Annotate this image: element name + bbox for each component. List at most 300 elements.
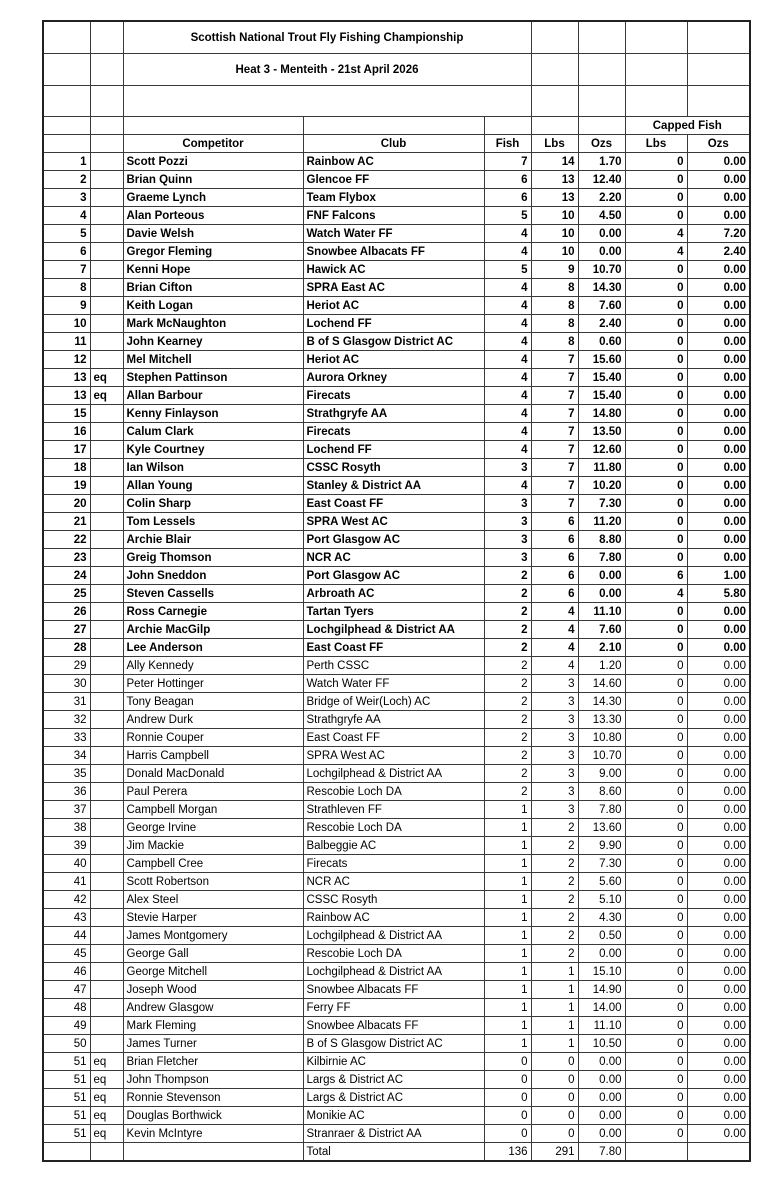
capped-lbs-cell: 0: [625, 189, 687, 207]
table-row: [43, 1107, 750, 1125]
position-cell: 51: [43, 1089, 90, 1107]
fish-cell: 4: [484, 225, 531, 243]
tie-marker-cell: eq: [90, 1107, 123, 1125]
tie-marker-cell: [90, 333, 123, 351]
capped-ozs-cell: 0.00: [687, 1089, 750, 1107]
capped-lbs-cell: 0: [625, 819, 687, 837]
lbs-cell: 4: [531, 621, 578, 639]
club-cell: Strathleven FF: [303, 801, 484, 819]
lbs-cell: 10: [531, 243, 578, 261]
ozs-cell: 7.60: [578, 297, 625, 315]
ozs-cell: 10.80: [578, 729, 625, 747]
position-cell: 11: [43, 333, 90, 351]
fish-cell: 2: [484, 711, 531, 729]
table-row: [43, 819, 750, 837]
fish-cell: 1: [484, 927, 531, 945]
cell: [43, 21, 90, 54]
total-lbs: 291: [531, 1143, 578, 1162]
ozs-cell: 0.00: [578, 225, 625, 243]
club-cell: Lochgilphead & District AA: [303, 963, 484, 981]
cell: [90, 86, 123, 117]
capped-ozs-cell: 0.00: [687, 1017, 750, 1035]
lbs-cell: 3: [531, 729, 578, 747]
fish-cell: 1: [484, 891, 531, 909]
table-row: [43, 153, 750, 171]
capped-ozs-cell: 0.00: [687, 891, 750, 909]
fish-cell: 4: [484, 477, 531, 495]
capped-lbs-cell: 0: [625, 441, 687, 459]
tie-marker-cell: [90, 153, 123, 171]
page-subtitle: Heat 3 - Menteith - 21st April 2026: [123, 54, 531, 86]
competitor-cell: Ronnie Stevenson: [123, 1089, 303, 1107]
cell: [578, 21, 625, 54]
table-row: [43, 1089, 750, 1107]
fish-cell: 1: [484, 945, 531, 963]
club-cell: Lochgilphead & District AA: [303, 927, 484, 945]
ozs-cell: 13.30: [578, 711, 625, 729]
capped-ozs-cell: 0.00: [687, 423, 750, 441]
lbs-cell: 6: [531, 585, 578, 603]
capped-lbs-cell: 0: [625, 837, 687, 855]
table-row: [43, 873, 750, 891]
ozs-cell: 0.00: [578, 1107, 625, 1125]
cell: [303, 117, 484, 135]
competitor-cell: Alan Porteous: [123, 207, 303, 225]
club-cell: Arbroath AC: [303, 585, 484, 603]
position-cell: 8: [43, 279, 90, 297]
tie-marker-cell: [90, 693, 123, 711]
cell: [531, 117, 578, 135]
position-cell: 27: [43, 621, 90, 639]
tie-marker-cell: [90, 657, 123, 675]
position-cell: 51: [43, 1053, 90, 1071]
lbs-cell: 7: [531, 387, 578, 405]
ozs-cell: 0.00: [578, 945, 625, 963]
ozs-cell: 14.30: [578, 693, 625, 711]
tie-marker-cell: [90, 459, 123, 477]
capped-ozs-cell: 0.00: [687, 981, 750, 999]
capped-ozs-cell: 7.20: [687, 225, 750, 243]
total-row: [43, 1143, 750, 1162]
cell: [123, 86, 531, 117]
table-row: [43, 693, 750, 711]
capped-ozs-cell: 0.00: [687, 495, 750, 513]
fish-cell: 0: [484, 1125, 531, 1143]
fish-cell: 1: [484, 837, 531, 855]
club-cell: Largs & District AC: [303, 1071, 484, 1089]
lbs-cell: 14: [531, 153, 578, 171]
capped-lbs-cell: 4: [625, 225, 687, 243]
cell: [625, 21, 687, 54]
cell: [43, 1143, 90, 1162]
tie-marker-cell: eq: [90, 1125, 123, 1143]
lbs-cell: 3: [531, 801, 578, 819]
ozs-cell: 10.50: [578, 1035, 625, 1053]
capped-lbs-cell: 0: [625, 351, 687, 369]
capped-lbs-cell: 0: [625, 783, 687, 801]
table-row: [43, 405, 750, 423]
competitor-cell: Kenni Hope: [123, 261, 303, 279]
club-cell: Perth CSSC: [303, 657, 484, 675]
position-cell: 42: [43, 891, 90, 909]
club-cell: Lochgilphead & District AA: [303, 765, 484, 783]
position-cell: 7: [43, 261, 90, 279]
competitor-cell: James Montgomery: [123, 927, 303, 945]
club-cell: Firecats: [303, 423, 484, 441]
lbs-cell: 1: [531, 963, 578, 981]
club-cell: East Coast FF: [303, 729, 484, 747]
subtitle-row: [43, 54, 750, 86]
fish-cell: 2: [484, 783, 531, 801]
lbs-cell: 8: [531, 279, 578, 297]
fish-cell: 2: [484, 639, 531, 657]
competitor-cell: Keith Logan: [123, 297, 303, 315]
tie-marker-cell: [90, 963, 123, 981]
table-row: [43, 477, 750, 495]
competitor-cell: Mel Mitchell: [123, 351, 303, 369]
tie-marker-cell: [90, 189, 123, 207]
competitor-cell: Greig Thomson: [123, 549, 303, 567]
club-cell: Watch Water FF: [303, 675, 484, 693]
tie-marker-cell: [90, 297, 123, 315]
fish-cell: 1: [484, 963, 531, 981]
capped-ozs-cell: 0.00: [687, 369, 750, 387]
tie-marker-cell: [90, 981, 123, 999]
competitor-cell: Ally Kennedy: [123, 657, 303, 675]
capped-ozs-cell: 0.00: [687, 999, 750, 1017]
capped-ozs-cell: 0.00: [687, 621, 750, 639]
capped-lbs-cell: 0: [625, 495, 687, 513]
competitor-cell: Stevie Harper: [123, 909, 303, 927]
lbs-cell: 0: [531, 1125, 578, 1143]
club-cell: CSSC Rosyth: [303, 459, 484, 477]
capped-lbs-cell: 0: [625, 657, 687, 675]
competitor-cell: Colin Sharp: [123, 495, 303, 513]
fish-cell: 2: [484, 729, 531, 747]
fish-cell: 0: [484, 1053, 531, 1071]
competitor-cell: Mark Fleming: [123, 1017, 303, 1035]
capped-lbs-cell: 0: [625, 1053, 687, 1071]
club-cell: Tartan Tyers: [303, 603, 484, 621]
capped-lbs-cell: 0: [625, 315, 687, 333]
club-cell: Hawick AC: [303, 261, 484, 279]
capped-ozs-cell: 0.00: [687, 729, 750, 747]
fish-cell: 1: [484, 855, 531, 873]
capped-lbs-cell: 0: [625, 1125, 687, 1143]
lbs-cell: 6: [531, 513, 578, 531]
tie-marker-cell: [90, 801, 123, 819]
lbs-cell: 6: [531, 531, 578, 549]
table-row: [43, 1125, 750, 1143]
capped-lbs-cell: 0: [625, 639, 687, 657]
fish-cell: 2: [484, 567, 531, 585]
table-row: [43, 657, 750, 675]
fish-cell: 0: [484, 1089, 531, 1107]
lbs-cell: 7: [531, 477, 578, 495]
header-capped-lbs: Lbs: [625, 135, 687, 153]
fish-cell: 1: [484, 873, 531, 891]
club-cell: Snowbee Albacats FF: [303, 1017, 484, 1035]
ozs-cell: 7.30: [578, 855, 625, 873]
lbs-cell: 3: [531, 783, 578, 801]
club-cell: SPRA East AC: [303, 279, 484, 297]
table-row: [43, 459, 750, 477]
capped-ozs-cell: 0.00: [687, 747, 750, 765]
lbs-cell: 4: [531, 639, 578, 657]
ozs-cell: 2.10: [578, 639, 625, 657]
table-row: [43, 189, 750, 207]
capped-lbs-cell: 4: [625, 243, 687, 261]
table-row: [43, 225, 750, 243]
capped-ozs-cell: 0.00: [687, 261, 750, 279]
fish-cell: 4: [484, 351, 531, 369]
tie-marker-cell: [90, 729, 123, 747]
tie-marker-cell: eq: [90, 369, 123, 387]
ozs-cell: 15.60: [578, 351, 625, 369]
club-cell: Glencoe FF: [303, 171, 484, 189]
competitor-cell: Lee Anderson: [123, 639, 303, 657]
position-cell: 34: [43, 747, 90, 765]
tie-marker-cell: [90, 639, 123, 657]
tie-marker-cell: [90, 675, 123, 693]
fish-cell: 4: [484, 279, 531, 297]
ozs-cell: 5.10: [578, 891, 625, 909]
fish-cell: 3: [484, 531, 531, 549]
fish-cell: 1: [484, 1035, 531, 1053]
lbs-cell: 7: [531, 495, 578, 513]
position-cell: 28: [43, 639, 90, 657]
tie-marker-cell: eq: [90, 1089, 123, 1107]
tie-marker-cell: [90, 243, 123, 261]
table-row: [43, 351, 750, 369]
position-cell: 46: [43, 963, 90, 981]
capped-fish-header: Capped Fish: [625, 117, 750, 135]
position-cell: 24: [43, 567, 90, 585]
capped-ozs-cell: 0.00: [687, 837, 750, 855]
club-cell: East Coast FF: [303, 639, 484, 657]
competitor-cell: Allan Barbour: [123, 387, 303, 405]
ozs-cell: 4.50: [578, 207, 625, 225]
capped-lbs-cell: 0: [625, 261, 687, 279]
table-row: [43, 729, 750, 747]
capped-ozs-cell: 0.00: [687, 459, 750, 477]
fish-cell: 1: [484, 981, 531, 999]
club-cell: Firecats: [303, 387, 484, 405]
fish-cell: 2: [484, 585, 531, 603]
lbs-cell: 1: [531, 1035, 578, 1053]
lbs-cell: 6: [531, 549, 578, 567]
capped-lbs-cell: 0: [625, 801, 687, 819]
capped-lbs-cell: 0: [625, 513, 687, 531]
table-row: [43, 711, 750, 729]
ozs-cell: 7.30: [578, 495, 625, 513]
group-header-row: [43, 117, 750, 135]
fish-cell: 2: [484, 675, 531, 693]
ozs-cell: 14.00: [578, 999, 625, 1017]
fish-cell: 1: [484, 1017, 531, 1035]
fish-cell: 4: [484, 243, 531, 261]
capped-lbs-cell: 0: [625, 729, 687, 747]
competitor-cell: Scott Robertson: [123, 873, 303, 891]
tie-marker-cell: eq: [90, 1053, 123, 1071]
ozs-cell: 12.40: [578, 171, 625, 189]
fish-cell: 2: [484, 657, 531, 675]
tie-marker-cell: [90, 837, 123, 855]
lbs-cell: 0: [531, 1071, 578, 1089]
capped-ozs-cell: 1.00: [687, 567, 750, 585]
table-row: [43, 549, 750, 567]
position-cell: 45: [43, 945, 90, 963]
club-cell: Ferry FF: [303, 999, 484, 1017]
ozs-cell: 12.60: [578, 441, 625, 459]
tie-marker-cell: [90, 405, 123, 423]
club-cell: Stanley & District AA: [303, 477, 484, 495]
table-row: [43, 513, 750, 531]
cell: [625, 1143, 687, 1162]
competitor-cell: Tom Lessels: [123, 513, 303, 531]
tie-marker-cell: [90, 873, 123, 891]
cell: [484, 117, 531, 135]
position-cell: 23: [43, 549, 90, 567]
club-cell: Lochend FF: [303, 315, 484, 333]
capped-ozs-cell: 0.00: [687, 153, 750, 171]
ozs-cell: 8.80: [578, 531, 625, 549]
club-cell: Snowbee Albacats FF: [303, 243, 484, 261]
ozs-cell: 14.90: [578, 981, 625, 999]
capped-ozs-cell: 0.00: [687, 1035, 750, 1053]
cell: [43, 117, 90, 135]
fish-cell: 0: [484, 1107, 531, 1125]
position-cell: 21: [43, 513, 90, 531]
ozs-cell: 0.00: [578, 567, 625, 585]
tie-marker-cell: [90, 945, 123, 963]
lbs-cell: 7: [531, 405, 578, 423]
capped-lbs-cell: 0: [625, 873, 687, 891]
club-cell: Strathgryfe AA: [303, 405, 484, 423]
fish-cell: 3: [484, 495, 531, 513]
competitor-cell: Campbell Cree: [123, 855, 303, 873]
competitor-cell: Ian Wilson: [123, 459, 303, 477]
position-cell: 17: [43, 441, 90, 459]
capped-ozs-cell: 0.00: [687, 387, 750, 405]
header-capped-ozs: Ozs: [687, 135, 750, 153]
fish-cell: 4: [484, 423, 531, 441]
ozs-cell: 7.60: [578, 621, 625, 639]
table-row: [43, 369, 750, 387]
position-cell: 20: [43, 495, 90, 513]
position-cell: 32: [43, 711, 90, 729]
club-cell: SPRA West AC: [303, 747, 484, 765]
fish-cell: 1: [484, 819, 531, 837]
cell: [123, 1143, 303, 1162]
position-cell: 41: [43, 873, 90, 891]
ozs-cell: 2.40: [578, 315, 625, 333]
tie-marker-cell: [90, 315, 123, 333]
club-cell: B of S Glasgow District AC: [303, 333, 484, 351]
ozs-cell: 14.30: [578, 279, 625, 297]
fish-cell: 0: [484, 1071, 531, 1089]
capped-ozs-cell: 0.00: [687, 963, 750, 981]
capped-ozs-cell: 0.00: [687, 1053, 750, 1071]
results-table: [42, 20, 751, 1162]
lbs-cell: 2: [531, 873, 578, 891]
cell: [578, 86, 625, 117]
lbs-cell: 9: [531, 261, 578, 279]
ozs-cell: 4.30: [578, 909, 625, 927]
fish-cell: 2: [484, 765, 531, 783]
ozs-cell: 13.50: [578, 423, 625, 441]
tie-marker-cell: [90, 747, 123, 765]
capped-lbs-cell: 0: [625, 765, 687, 783]
position-cell: 13: [43, 369, 90, 387]
capped-ozs-cell: 0.00: [687, 801, 750, 819]
cell: [531, 54, 578, 86]
tie-marker-cell: [90, 999, 123, 1017]
capped-ozs-cell: 0.00: [687, 657, 750, 675]
position-cell: 15: [43, 405, 90, 423]
capped-lbs-cell: 0: [625, 693, 687, 711]
table-row: [43, 981, 750, 999]
position-cell: 25: [43, 585, 90, 603]
capped-ozs-cell: 0.00: [687, 927, 750, 945]
ozs-cell: 8.60: [578, 783, 625, 801]
competitor-cell: Kyle Courtney: [123, 441, 303, 459]
total-label: Total: [303, 1143, 484, 1162]
lbs-cell: 0: [531, 1089, 578, 1107]
capped-ozs-cell: 0.00: [687, 351, 750, 369]
ozs-cell: 5.60: [578, 873, 625, 891]
lbs-cell: 0: [531, 1107, 578, 1125]
lbs-cell: 3: [531, 747, 578, 765]
fish-cell: 5: [484, 261, 531, 279]
tie-marker-cell: [90, 891, 123, 909]
lbs-cell: 8: [531, 297, 578, 315]
fish-cell: 5: [484, 207, 531, 225]
capped-ozs-cell: 0.00: [687, 873, 750, 891]
fish-cell: 6: [484, 189, 531, 207]
table-row: [43, 1035, 750, 1053]
capped-ozs-cell: 2.40: [687, 243, 750, 261]
competitor-cell: Scott Pozzi: [123, 153, 303, 171]
table-row: [43, 441, 750, 459]
club-cell: SPRA West AC: [303, 513, 484, 531]
tie-marker-cell: [90, 783, 123, 801]
capped-ozs-cell: 0.00: [687, 189, 750, 207]
fish-cell: 6: [484, 171, 531, 189]
tie-marker-cell: [90, 279, 123, 297]
table-row: [43, 495, 750, 513]
fish-cell: 4: [484, 405, 531, 423]
ozs-cell: 11.20: [578, 513, 625, 531]
capped-ozs-cell: 0.00: [687, 639, 750, 657]
capped-ozs-cell: 0.00: [687, 711, 750, 729]
fish-cell: 3: [484, 549, 531, 567]
competitor-cell: Paul Perera: [123, 783, 303, 801]
ozs-cell: 2.20: [578, 189, 625, 207]
ozs-cell: 13.60: [578, 819, 625, 837]
fish-cell: 4: [484, 369, 531, 387]
capped-ozs-cell: 0.00: [687, 549, 750, 567]
tie-marker-cell: [90, 477, 123, 495]
capped-ozs-cell: 0.00: [687, 603, 750, 621]
competitor-cell: Tony Beagan: [123, 693, 303, 711]
ozs-cell: 0.00: [578, 1053, 625, 1071]
table-row: [43, 999, 750, 1017]
capped-ozs-cell: 0.00: [687, 513, 750, 531]
cell: [578, 117, 625, 135]
lbs-cell: 13: [531, 189, 578, 207]
tie-marker-cell: [90, 495, 123, 513]
